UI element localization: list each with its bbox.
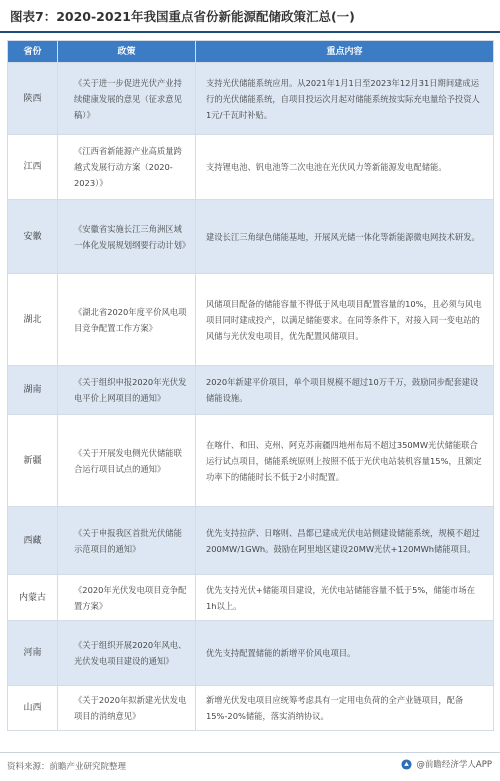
footer-divider [0, 752, 500, 753]
cell-content: 风储项目配备的储能容量不得低于风电项目配置容量的10%，且必须与风电项目同时建成投产，以满足储能要求。在同等条件下，对接入同一变电站的风储与光伏发电项目，优先配置风储项目。 [196, 274, 494, 366]
cell-content: 在喀什、和田、克州、阿克苏南疆四地州布局不超过350MW光伏储能联合运行试点项目，储能系统原则上按照不低于光伏电站装机容量15%，且额定功率下的储能时长不低于2小时配置。 [196, 415, 494, 507]
cell-policy: 《关于申报我区首批光伏储能示范项目的通知》 [58, 507, 196, 575]
header-policy: 政策 [58, 41, 196, 63]
cell-policy: 《关于进一步促进光伏产业持续健康发展的意见（征求意见稿）》 [58, 63, 196, 135]
policy-table [7, 40, 494, 731]
cell-policy: 《关于开展发电侧光伏储能联合运行项目试点的通知》 [58, 415, 196, 507]
table-row [8, 621, 494, 686]
cell-policy: 《关于组织申报2020年光伏发电平价上网项目的通知》 [58, 366, 196, 415]
table-row [8, 686, 494, 731]
brand-credit [401, 758, 492, 770]
cell-content: 支持光伏储能系统应用。从2021年1月1日至2023年12月31日期间建成运行的光伏储能系统，自项目投运次月起对储能系统按实际充电量给予投资人1元/千瓦时补贴。 [196, 63, 494, 135]
cell-province: 内蒙古 [8, 575, 58, 621]
cell-province: 陕西 [8, 63, 58, 135]
cell-content: 优先支持配置储能的新增平价风电项目。 [196, 621, 494, 686]
cell-province: 江西 [8, 135, 58, 200]
source-note: 资料来源：前瞻产业研究院整理 [7, 762, 127, 772]
brand-logo-icon [401, 759, 412, 770]
cell-province: 湖北 [8, 274, 58, 366]
table-row [8, 274, 494, 366]
cell-province: 河南 [8, 621, 58, 686]
table-row [8, 415, 494, 507]
cell-province: 湖南 [8, 366, 58, 415]
cell-content: 支持锂电池、钒电池等二次电池在光伏风力等新能源发电配储能。 [196, 135, 494, 200]
header-content: 重点内容 [196, 41, 494, 63]
cell-policy: 《关于2020年拟新建光伏发电项目的消纳意见》 [58, 686, 196, 731]
cell-policy: 《安徽省实施长江三角洲区域一体化发展规划纲要行动计划》 [58, 200, 196, 274]
table-row [8, 63, 494, 135]
table-row [8, 507, 494, 575]
cell-content: 建设长江三角绿色储能基地，开展风光储一体化等新能源微电网技术研发。 [196, 200, 494, 274]
table-row [8, 366, 494, 415]
cell-policy: 《江西省新能源产业高质量跨越式发展行动方案（2020-2023）》 [58, 135, 196, 200]
cell-province: 山西 [8, 686, 58, 731]
cell-policy: 《关于组织开展2020年风电、光伏发电项目建设的通知》 [58, 621, 196, 686]
title-divider [0, 31, 500, 33]
cell-province: 西藏 [8, 507, 58, 575]
table-row [8, 200, 494, 274]
cell-content: 新增光伏发电项目应统筹考虑具有一定用电负荷的全产业链项目，配备15%-20%储能，落实消纳协议。 [196, 686, 494, 731]
header-province: 省份 [8, 41, 58, 63]
table-row [8, 135, 494, 200]
cell-province: 新疆 [8, 415, 58, 507]
cell-policy: 《2020年光伏发电项目竞争配置方案》 [58, 575, 196, 621]
table-header-row [8, 41, 494, 63]
cell-province: 安徽 [8, 200, 58, 274]
brand-text: @前瞻经济学人APP [416, 760, 492, 770]
table-row [8, 575, 494, 621]
chart-title: 图表7：2020-2021年我国重点省份新能源配储政策汇总(一) [10, 9, 355, 24]
cell-content: 优先支持光伏+储能项目建设，光伏电站储能容量不低于5%，储能市场在1h以上。 [196, 575, 494, 621]
cell-content: 2020年新建平价项目，单个项目规模不超过10万千万，鼓励同步配套建设储能设施。 [196, 366, 494, 415]
cell-content: 优先支持拉萨、日喀则、昌都已建成光伏电站侧建设储能系统，规模不超过200MW/1GWh。鼓励在阿里地区建设20MW光伏+120MWh储能项目。 [196, 507, 494, 575]
cell-policy: 《湖北省2020年度平价风电项目竞争配置工作方案》 [58, 274, 196, 366]
